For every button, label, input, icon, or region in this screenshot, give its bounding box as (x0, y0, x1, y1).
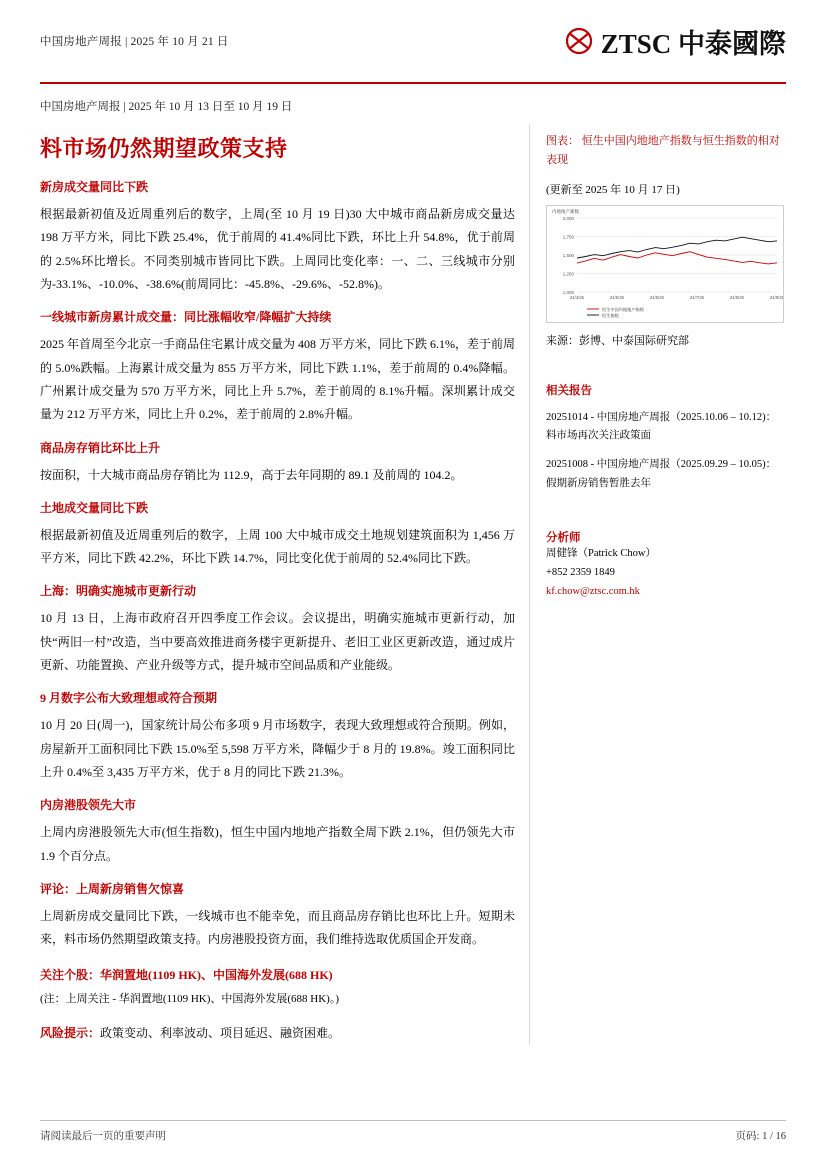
section-body: 10 月 20 日(周一)，国家统计局公布多项 9 月市场数字，表现大致理想或符合预期。例如，房屋新开工面积同比下跌 15.0%至 5,598 万平方米，降幅少于 8 月的 19.8%。竣工面积同比上升 0.4%至 3,435 万平方米，优于 8 月的同比下跌 21.3%。 (40, 718, 515, 780)
brand-logo (565, 22, 786, 61)
section-block (40, 309, 515, 426)
section-block (40, 440, 515, 487)
related-report-item[interactable]: 20251014 - 中国房地产周报（2025.10.06 – 10.12)：料市场再次关注政策面 (546, 411, 777, 441)
risk-text: 政策变动、利率波动、项目延迟、融资困难。 (100, 1026, 341, 1041)
stock-focus (40, 964, 515, 987)
stock-focus-note: (注：上周关注 - 华润置地(1109 HK)、中国海外发展(688 HK)。) (40, 993, 340, 1006)
section-heading: 一线城市新房累计成交量：同比涨幅收窄/降幅扩大持续 (40, 310, 332, 325)
section-block (40, 797, 515, 868)
section-body: 2025 年首周至今北京一手商品住宅累计成交量为 408 万平方米，同比下跌 6.1%，差于前周的 5.0%跌幅。上海累计成交量为 855 万平方米，同比下跌 1.1%，差于前周的 0.4%降幅。广州累计成交量为 570 万平方米，同比上升 5.7%，差于前周的 8.1%升幅。深圳累计成交量为 212 万平方米，同比上升 0.2%，差于前周的 2.8%升幅。 (40, 337, 515, 422)
section-block (40, 690, 515, 784)
svg-text:1,250: 1,250 (562, 271, 574, 276)
relative-performance-chart (546, 205, 784, 323)
stock-focus-names: 华润置地(1109 HK)、中国海外发展(688 HK) (100, 967, 333, 982)
section-block (40, 583, 515, 677)
svg-text:1,000: 1,000 (562, 289, 574, 295)
svg-text:21/4/25: 21/4/25 (570, 294, 584, 300)
page-title: 料市场仍然期望政策支持 (40, 136, 288, 161)
sidebar-column (530, 124, 786, 1045)
brand-name: ZTSC 中泰國際 (600, 28, 786, 59)
analyst-heading: 分析师 (546, 532, 581, 544)
figure-caption: 图表： 恒生中国内地地产指数与恒生指数的相对表现 (546, 135, 780, 167)
section-heading: 土地成交量同比下跌 (40, 500, 149, 515)
chart-title: 内地地产累数 (552, 208, 579, 214)
section-heading: 9 月数字公布大致理想或符合预期 (40, 691, 218, 706)
section-heading: 商品房存销比环比上升 (40, 440, 161, 455)
section-block (40, 500, 515, 571)
svg-text:1,500: 1,500 (562, 252, 574, 258)
svg-text:21/5/25: 21/5/25 (610, 294, 624, 300)
section-body: 根据最新初值及近周重列后的数字，上周(至 10 月 19 日)30 大中城市商品新房成交量达 198 万平方米，同比下跌 25.4%，优于前周的 41.4%同比下跌，环比上升 54.8%，优于前周的 2.5%环比增长。不同类别城市皆同比下跌。上周同比变化率：一、二、三线城市分别为-33.1%、-10.0%、-38.6%(前周同比：-45.8%、-29.6%、-52.8%)。 (40, 206, 515, 291)
svg-text:1,750: 1,750 (562, 234, 574, 239)
section-body: 上周内房港股领先大市(恒生指数)，恒生中国内地地产指数全周下跌 2.1%，但仍领先大市 1.9 个百分点。 (40, 825, 515, 863)
svg-text:21/9/25: 21/9/25 (770, 294, 783, 300)
related-reports-heading: 相关报告 (546, 384, 592, 397)
svg-text:21/6/25: 21/6/25 (650, 294, 664, 300)
analyst-email[interactable]: kf.chow@ztsc.com.hk (546, 585, 640, 597)
section-body: 根据最新初值及近周重列后的数字，上周 100 大中城市成交土地规划建筑面积为 1,456 万平方米，同比下跌 42.2%，环比下跌 14.7%，同比变化优于前周的 52.4%同比下跌。 (40, 527, 515, 566)
section-heading: 内房港股领先大市 (40, 798, 137, 813)
risk-disclosure (40, 1022, 515, 1045)
analyst-name: 周健锋（Patrick Chow） (546, 548, 656, 559)
chart-canvas (547, 206, 783, 322)
svg-text:21/7/25: 21/7/25 (690, 294, 704, 300)
main-column (40, 124, 530, 1045)
figure-source: 来源：彭博、中泰国际研究部 (546, 334, 689, 347)
section-block (40, 179, 515, 296)
svg-text:恒生中国内地地产指数: 恒生中国内地地产指数 (602, 306, 644, 312)
footer-page-number: 页码: 1 / 16 (735, 1131, 786, 1142)
related-report-item[interactable]: 20251008 - 中国房地产周报（2025.09.29 – 10.05)：假期新房销售暂胜去年 (546, 459, 777, 489)
analyst-phone: +852 2359 1849 (546, 566, 615, 578)
section-body: 10 月 13 日，上海市政府召开四季度工作会议。会议提出，明确实施城市更新行动，加快“两旧一村”改造，当中要高效推进商务楼宇更新提升、老旧工业区更新改造，通过成片更新、功能置换、产业升级等方式，提升城市空间品质和产业能级。 (40, 611, 515, 673)
section-heading: 评论：上周新房销售欠惊喜 (40, 882, 185, 896)
report-period: 中国房地产周报 | 2025 年 10 月 13 日至 10 月 19 日 (40, 101, 293, 113)
section-heading: 新房成交量同比下跌 (40, 180, 149, 194)
footer-disclaimer: 请阅读最后一页的重要声明 (40, 1131, 166, 1142)
header-report-line: 中国房地产周报 | 2025 年 10 月 21 日 (40, 36, 229, 48)
ztsc-logo-icon (565, 27, 593, 55)
stock-focus-label: 关注个股： (40, 967, 101, 982)
content-area (40, 124, 786, 1045)
section-heading: 上海：明确实施城市更新行动 (40, 584, 197, 599)
section-body: 按面积，十大城市商品房存销比为 112.9，高于去年同期的 89.1 及前周的 104.2。 (40, 467, 463, 482)
page-header (40, 0, 786, 84)
svg-text:21/8/25: 21/8/25 (730, 294, 744, 300)
section-body: 上周新房成交量同比下跌，一线城市也不能幸免，而且商品房存销比也环比上升。短期未来，料市场仍然期望政策支持。内房港股投资方面，我们维持选取优质国企开发商。 (40, 908, 515, 947)
risk-label: 风险提示： (40, 1026, 101, 1041)
figure-update-date: (更新至 2025 年 10 月 17 日) (546, 183, 680, 196)
svg-text:2,000: 2,000 (562, 215, 574, 221)
section-block (40, 881, 515, 952)
svg-text:恒生指数: 恒生指数 (602, 312, 619, 318)
page-footer (40, 1120, 786, 1143)
